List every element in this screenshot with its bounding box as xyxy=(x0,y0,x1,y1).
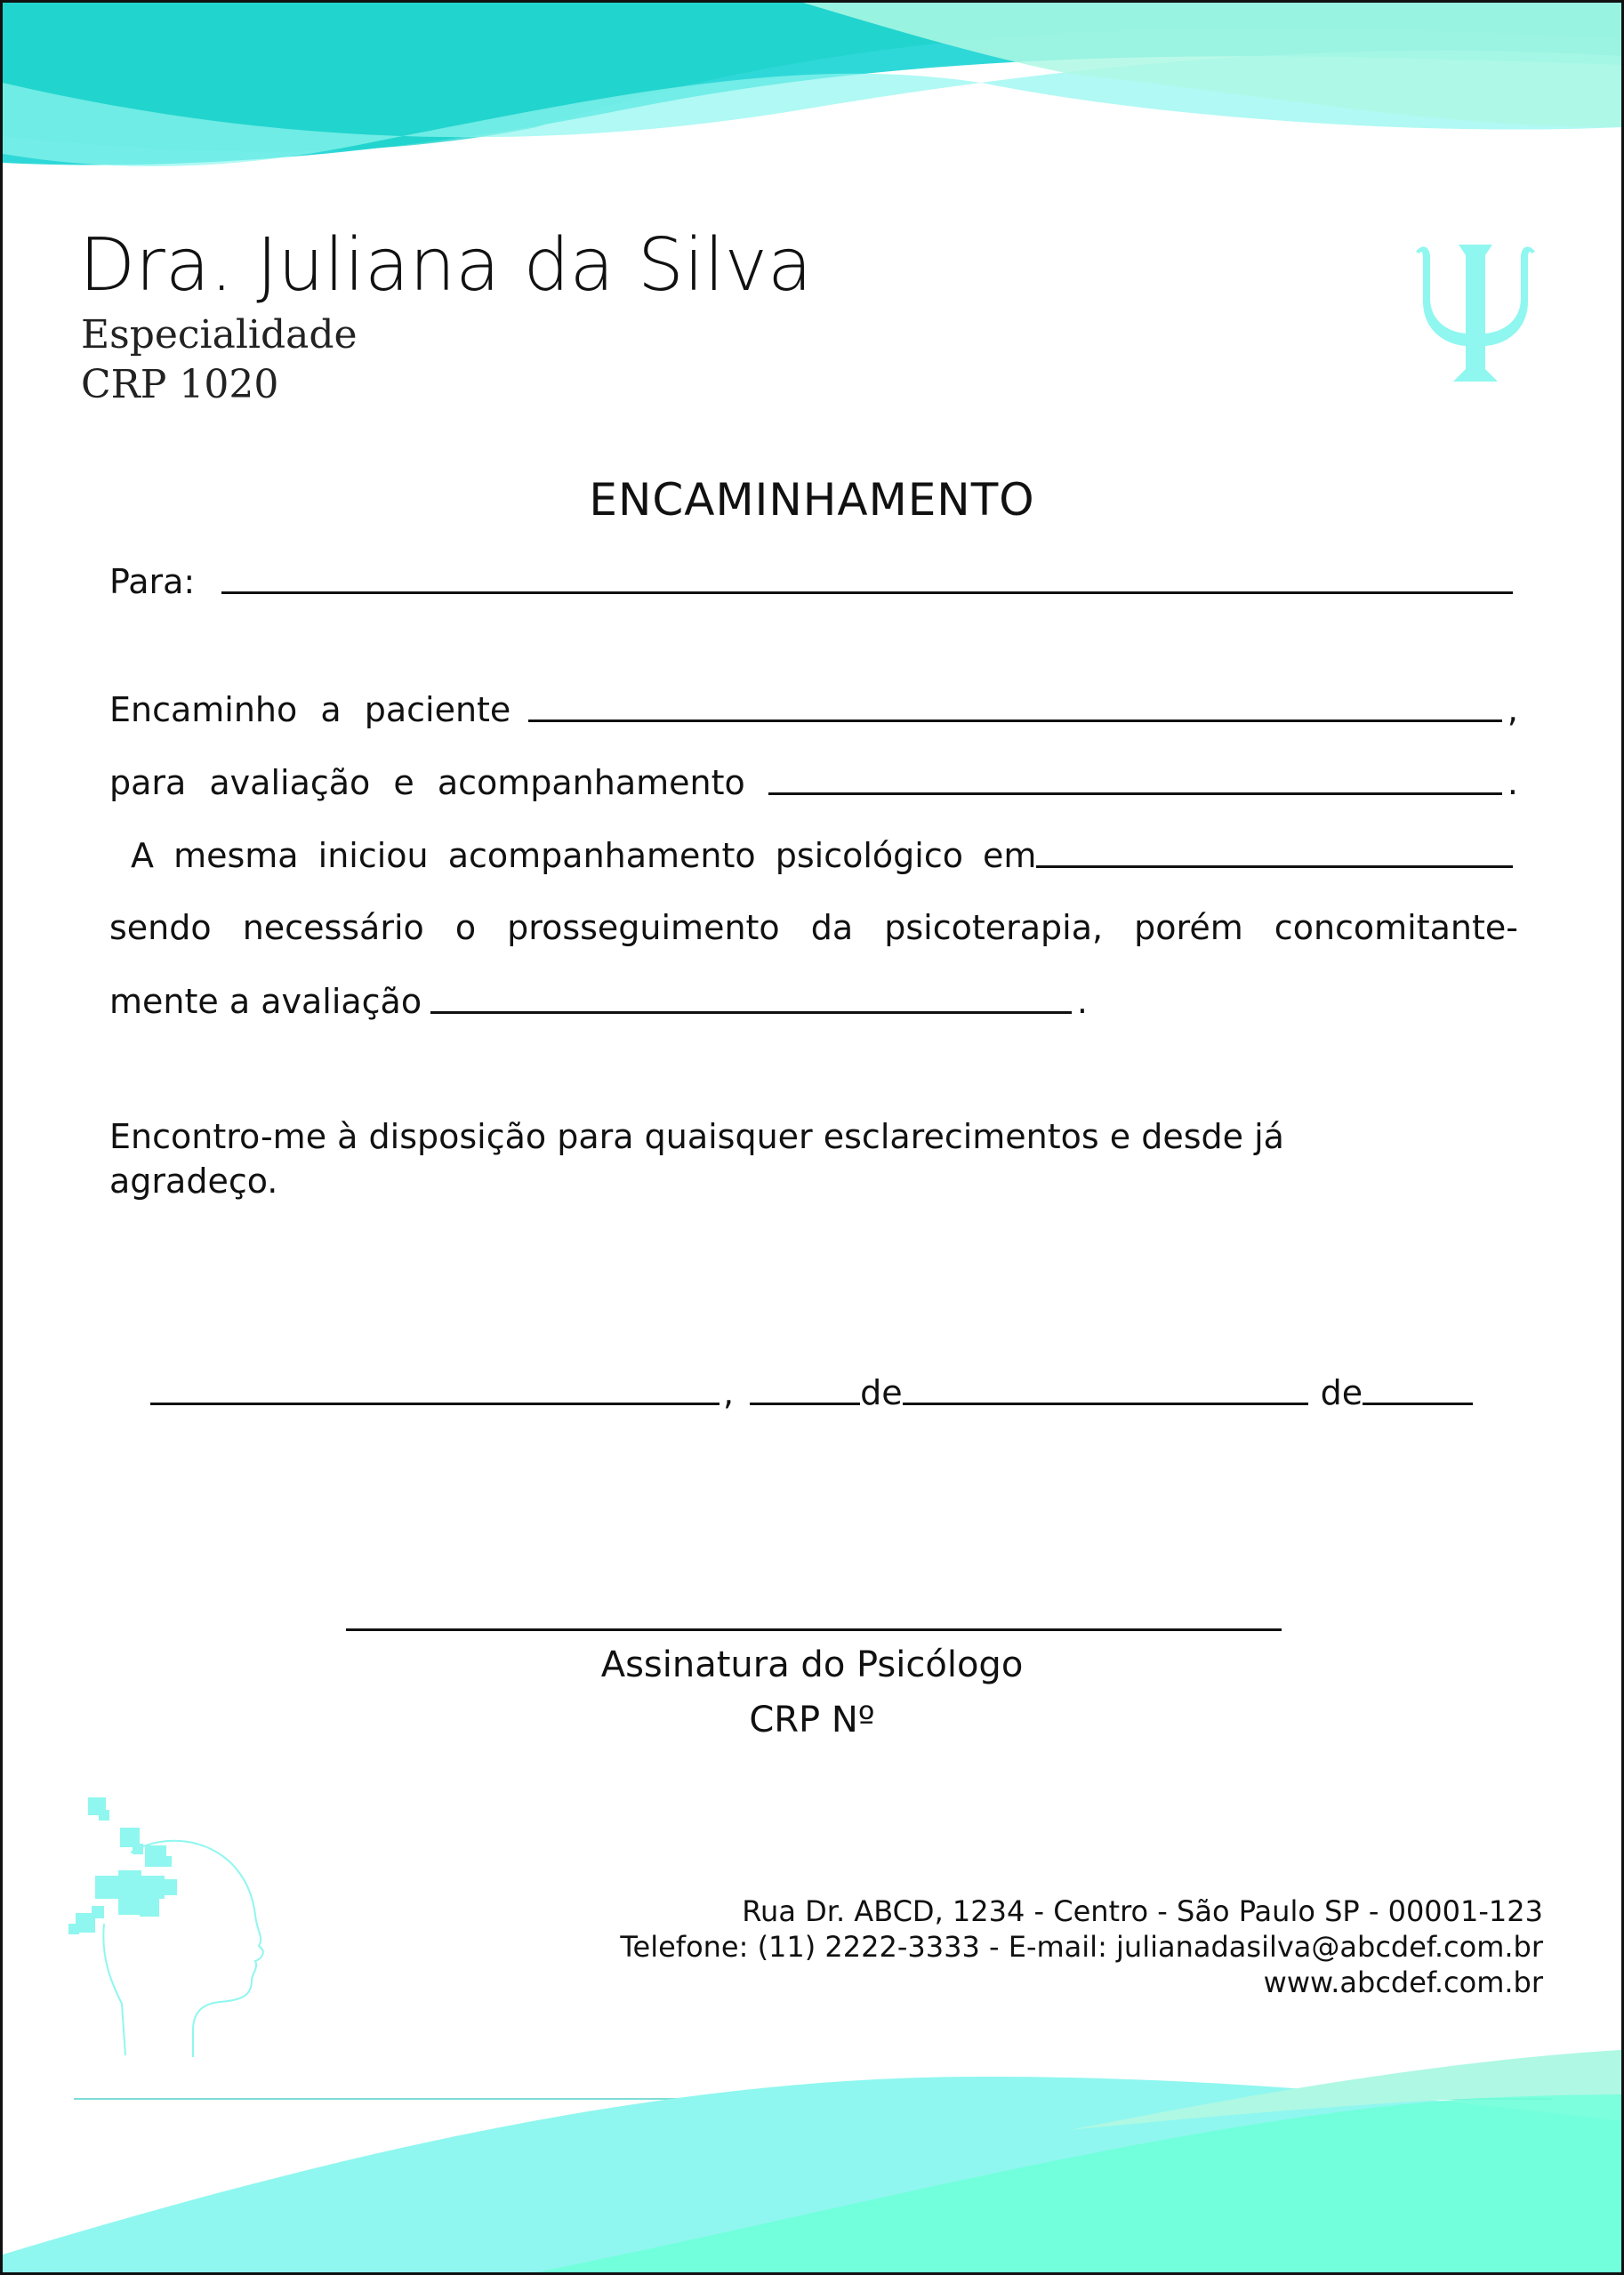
contact-address: Rua Dr. ABCD, 1234 - Centro - São Paulo SP - 00001-123 xyxy=(742,1894,1543,1928)
para-line xyxy=(109,561,1518,601)
concurrent-evaluation-line xyxy=(109,981,1088,1021)
evaluation-line-label: para avaliação e acompanhamento xyxy=(109,763,745,802)
continuation-text: sendo necessário o prosseguimento da psicoterapia, porém concomitante- xyxy=(109,908,1518,947)
concurrent-evaluation-input-line[interactable] xyxy=(430,981,1072,1014)
signature-label: Assinatura do Psicólogo xyxy=(600,1644,1024,1685)
contact-phone-email[interactable]: Telefone: (11) 2222-3333 - E-mail: julianadasilva@abcdef.com.br xyxy=(620,1930,1543,1964)
start-date-input-line[interactable] xyxy=(1036,835,1513,868)
date-de-2: de xyxy=(1320,1373,1363,1412)
closing-paragraph: Encontro-me à disposição para quaisquer esclarecimentos e desde já agradeço. xyxy=(109,1117,1284,1201)
start-date-label: A mesma iniciou acompanhamento psicológico em xyxy=(131,836,1037,875)
document-title: ENCAMINHAMENTO xyxy=(589,474,1035,526)
month-input-line[interactable] xyxy=(903,1372,1308,1405)
continuation-line xyxy=(109,908,1518,947)
year-input-line[interactable] xyxy=(1363,1372,1473,1405)
bottom-wave-decoration xyxy=(3,2041,1621,2272)
concurrent-evaluation-period: . xyxy=(1076,982,1088,1021)
evaluation-input-line[interactable] xyxy=(768,762,1502,795)
date-line xyxy=(150,1372,1475,1412)
doctor-name: Dra. Juliana da Silva xyxy=(79,223,813,308)
date-de-1: de xyxy=(860,1373,903,1412)
concurrent-evaluation-label: mente a avaliação xyxy=(109,982,422,1021)
date-comma: , xyxy=(723,1373,735,1412)
doctor-specialty: Especialidade xyxy=(81,312,358,358)
signature-crp: CRP Nº xyxy=(749,1700,875,1740)
city-input-line[interactable] xyxy=(150,1372,720,1405)
para-input-line[interactable] xyxy=(221,561,1513,594)
contact-block xyxy=(620,1893,1543,2000)
contact-website[interactable]: www.abcdef.com.br xyxy=(1263,1966,1543,1999)
patient-name-input-line[interactable] xyxy=(528,689,1502,722)
top-wave-decoration xyxy=(3,3,1621,181)
evaluation-line-period: . xyxy=(1507,763,1518,802)
day-input-line[interactable] xyxy=(750,1372,860,1405)
head-puzzle-icon xyxy=(68,1790,282,2066)
signature-line[interactable] xyxy=(346,1628,1282,1631)
doctor-crp: CRP 1020 xyxy=(81,362,279,407)
start-date-line xyxy=(109,835,1518,875)
psi-icon xyxy=(1408,236,1543,387)
patient-line xyxy=(109,689,1518,729)
evaluation-line xyxy=(109,762,1518,802)
patient-line-label: Encaminho a paciente xyxy=(109,690,511,729)
para-label: Para: xyxy=(109,562,196,601)
patient-line-comma: , xyxy=(1507,690,1518,729)
